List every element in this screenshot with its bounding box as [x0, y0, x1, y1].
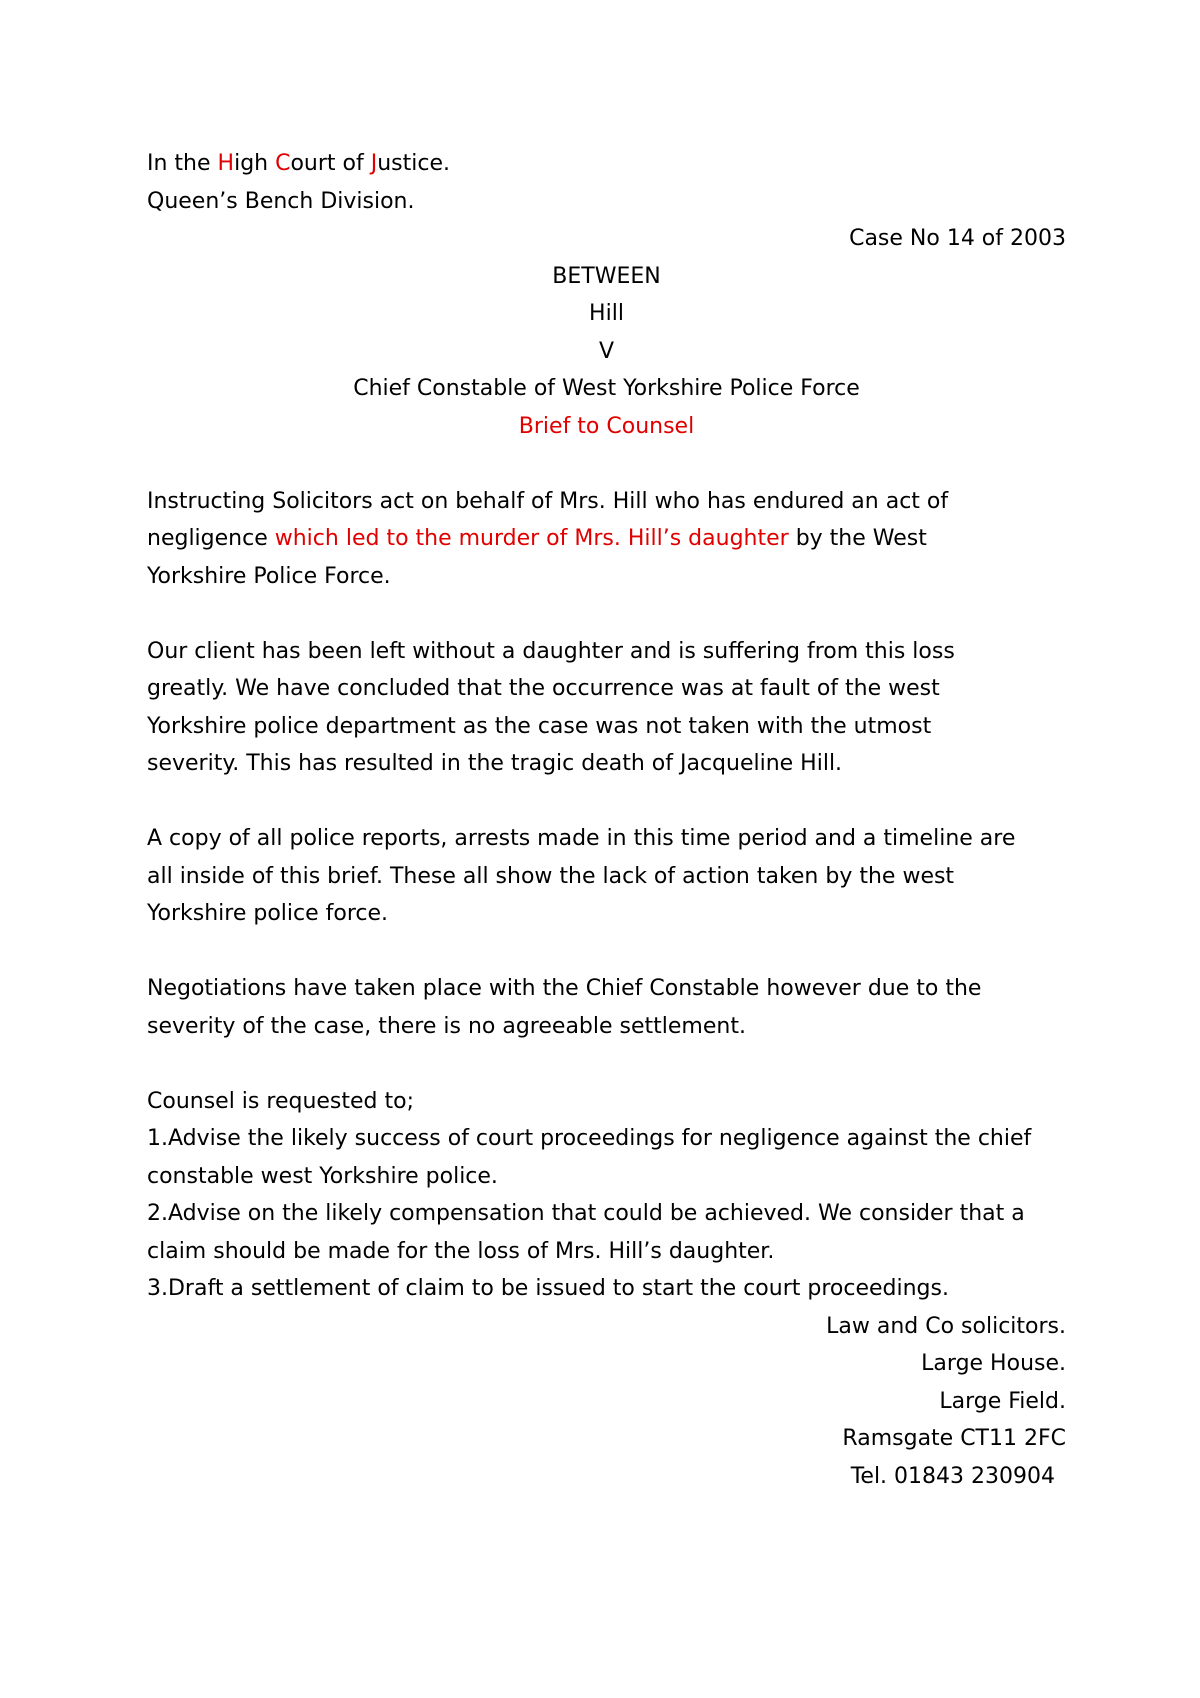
paragraph-gap: [147, 1045, 1066, 1083]
paragraph-client-loss: [147, 633, 1066, 783]
solicitor-signature-block: [147, 1308, 1066, 1496]
paragraph-gap: [147, 933, 1066, 971]
paragraph-line: Yorkshire Police Force.: [147, 563, 391, 589]
court-heading-part: ourt of: [290, 151, 371, 176]
requests-intro: Counsel is requested to;: [147, 1088, 414, 1114]
paragraph-line: severity. This has resulted in the tragic death of Jacqueline Hill.: [147, 751, 843, 776]
paragraph-negotiations: [147, 970, 1066, 1045]
between-label: BETWEEN: [552, 263, 661, 289]
court-heading-part: igh: [234, 151, 276, 176]
firm-name: Law and Co solicitors.: [826, 1313, 1066, 1339]
counsel-requests: [147, 1083, 1066, 1308]
address-line: Ramsgate CT11 2FC: [842, 1426, 1066, 1451]
paragraph-line: Our client has been left without a daughter and is suffering from this loss: [147, 638, 955, 664]
paragraph-line: Yorkshire police department as the case was not taken with the utmost: [147, 713, 932, 739]
court-heading: [147, 145, 1066, 183]
court-heading-initial-h: H: [217, 151, 235, 176]
paragraph-line: A copy of all police reports, arrests made in this time period and a timeline are: [147, 826, 1016, 851]
request-line: constable west Yorkshire police.: [147, 1163, 498, 1189]
paragraph-gap: [147, 595, 1066, 633]
case-number: Case No 14 of 2003: [849, 226, 1066, 251]
paragraph-line: Instructing Solicitors act on behalf of Mrs. Hill who has endured an act of: [147, 488, 949, 514]
court-heading-part: ustice.: [377, 151, 451, 176]
address-line: Large House.: [921, 1351, 1066, 1376]
paragraph-line: [147, 520, 1066, 558]
paragraph-text: negligence: [147, 526, 275, 551]
versus-label: V: [598, 338, 615, 364]
paragraph-gap: [147, 445, 1066, 483]
court-heading-part: In the: [147, 151, 218, 176]
paragraph-reports: [147, 820, 1066, 933]
paragraph-line: greatly. We have concluded that the occurrence was at fault of the west: [147, 676, 940, 701]
request-line: claim should be made for the loss of Mrs. Hill’s daughter.: [147, 1238, 775, 1264]
division-line: Queen’s Bench Division.: [147, 188, 415, 214]
request-line: 1.Advise the likely success of court proceedings for negligence against the chief: [147, 1126, 1032, 1151]
request-line: 3.Draft a settlement of claim to be issued to start the court proceedings.: [147, 1276, 949, 1301]
brief-title: Brief to Counsel: [518, 413, 695, 439]
defendant-name: Chief Constable of West Yorkshire Police Force: [353, 376, 860, 401]
telephone-number: Tel. 01843 230904: [850, 1463, 1055, 1489]
paragraph-instructions: [147, 483, 1066, 596]
paragraph-line: Yorkshire police force.: [147, 901, 389, 926]
paragraph-line: Negotiations have taken place with the Chief Constable however due to the: [147, 976, 982, 1001]
court-heading-initial-c: C: [275, 151, 291, 176]
claimant-name: Hill: [589, 301, 624, 326]
highlighted-text: which led to the murder of Mrs. Hill’s daughter: [274, 526, 789, 551]
request-line: 2.Advise on the likely compensation that could be achieved. We consider that a: [147, 1201, 1025, 1226]
paragraph-text: by the West: [788, 526, 927, 551]
paragraph-gap: [147, 783, 1066, 821]
court-heading-initial-j: J: [370, 151, 378, 176]
address-line: Large Field.: [939, 1388, 1066, 1414]
paragraph-line: all inside of this brief. These all show the lack of action taken by the west: [147, 863, 955, 889]
paragraph-line: severity of the case, there is no agreeable settlement.: [147, 1013, 746, 1039]
